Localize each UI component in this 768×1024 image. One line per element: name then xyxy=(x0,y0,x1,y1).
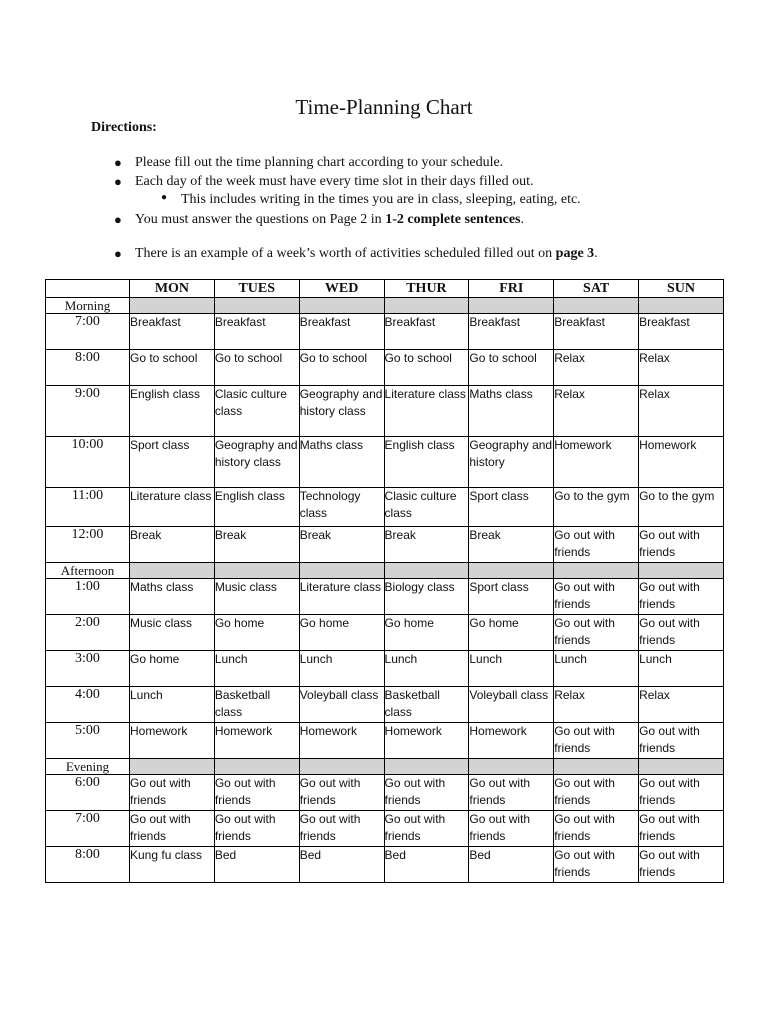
activity-cell-wed: Go out with friends xyxy=(299,775,384,811)
activity-cell-sat: Go to the gym xyxy=(554,488,639,527)
activity-cell-thur: Breakfast xyxy=(384,314,469,350)
activity-cell-mon: Maths class xyxy=(130,579,215,615)
time-slot-label: 9:00 xyxy=(46,386,130,437)
table-row xyxy=(46,314,724,350)
activity-cell-sat: Go out with friends xyxy=(554,811,639,847)
time-slot-label: 8:00 xyxy=(46,847,130,883)
activity-cell-tues: Go home xyxy=(214,615,299,651)
section-shaded-cell xyxy=(469,759,554,775)
activity-cell-sun: Lunch xyxy=(639,651,724,687)
section-shaded-cell xyxy=(299,563,384,579)
activity-cell-sat: Go out with friends xyxy=(554,723,639,759)
activity-cell-thur: Go out with friends xyxy=(384,811,469,847)
section-shaded-cell xyxy=(130,298,215,314)
activity-cell-wed: Voleyball class xyxy=(299,687,384,723)
activity-cell-fri: Homework xyxy=(469,723,554,759)
table-row xyxy=(46,775,724,811)
section-shaded-cell xyxy=(214,563,299,579)
header-day: FRI xyxy=(469,280,554,298)
direction-item xyxy=(135,246,598,262)
activity-cell-thur: Basketball class xyxy=(384,687,469,723)
activity-cell-mon: Lunch xyxy=(130,687,215,723)
direction-emphasis: 1-2 complete sentences xyxy=(385,212,521,227)
page-title: Time-Planning Chart xyxy=(295,95,473,119)
activity-cell-wed: Breakfast xyxy=(299,314,384,350)
activity-cell-wed: Lunch xyxy=(299,651,384,687)
header-day: TUES xyxy=(214,280,299,298)
activity-cell-fri: Lunch xyxy=(469,651,554,687)
activity-cell-tues: Go out with friends xyxy=(214,811,299,847)
section-shaded-cell xyxy=(384,759,469,775)
direction-text: . xyxy=(520,212,524,227)
activity-cell-sun: Relax xyxy=(639,350,724,386)
activity-cell-sun: Homework xyxy=(639,437,724,488)
activity-cell-sun: Go out with friends xyxy=(639,847,724,883)
time-slot-label: 4:00 xyxy=(46,687,130,723)
header-time-corner xyxy=(46,280,130,298)
activity-cell-sat: Go out with friends xyxy=(554,775,639,811)
directions-label: Directions: xyxy=(91,120,157,135)
activity-cell-sun: Go out with friends xyxy=(639,811,724,847)
activity-cell-tues: Breakfast xyxy=(214,314,299,350)
activity-cell-thur: Bed xyxy=(384,847,469,883)
activity-cell-wed: Go home xyxy=(299,615,384,651)
activity-cell-sat: Relax xyxy=(554,386,639,437)
activity-cell-thur: Go to school xyxy=(384,350,469,386)
direction-text: You must answer the questions on Page 2 in xyxy=(135,212,386,227)
activity-cell-mon: Go out with friends xyxy=(130,775,215,811)
time-slot-label: 3:00 xyxy=(46,651,130,687)
section-shaded-cell xyxy=(639,298,724,314)
section-row-morning xyxy=(46,298,724,314)
table-header-row xyxy=(46,280,724,298)
section-shaded-cell xyxy=(639,563,724,579)
activity-cell-sun: Go out with friends xyxy=(639,527,724,563)
activity-cell-wed: Break xyxy=(299,527,384,563)
activity-cell-sun: Relax xyxy=(639,386,724,437)
time-slot-label: 10:00 xyxy=(46,437,130,488)
activity-cell-tues: Clasic culture class xyxy=(214,386,299,437)
activity-cell-sun: Breakfast xyxy=(639,314,724,350)
activity-cell-sat: Go out with friends xyxy=(554,579,639,615)
direction-subitem: This includes writing in the times you are in class, sleeping, eating, etc. xyxy=(181,192,581,207)
activity-cell-tues: Geography and history class xyxy=(214,437,299,488)
time-planning-table xyxy=(45,279,724,883)
table-row xyxy=(46,687,724,723)
time-slot-label: 2:00 xyxy=(46,615,130,651)
activity-cell-fri: Breakfast xyxy=(469,314,554,350)
table-row xyxy=(46,527,724,563)
time-slot-label: 6:00 xyxy=(46,775,130,811)
table-row xyxy=(46,488,724,527)
section-row-evening xyxy=(46,759,724,775)
activity-cell-thur: Go home xyxy=(384,615,469,651)
activity-cell-wed: Geography and history class xyxy=(299,386,384,437)
header-day: MON xyxy=(130,280,215,298)
activity-cell-sat: Go out with friends xyxy=(554,847,639,883)
activity-cell-mon: Breakfast xyxy=(130,314,215,350)
activity-cell-fri: Go out with friends xyxy=(469,811,554,847)
activity-cell-tues: Bed xyxy=(214,847,299,883)
table-row xyxy=(46,811,724,847)
activity-cell-mon: Homework xyxy=(130,723,215,759)
section-shaded-cell xyxy=(554,563,639,579)
activity-cell-fri: Sport class xyxy=(469,488,554,527)
activity-cell-sat: Go out with friends xyxy=(554,527,639,563)
activity-cell-sat: Lunch xyxy=(554,651,639,687)
table-row xyxy=(46,723,724,759)
bullet-dot-icon: ● xyxy=(114,246,122,261)
section-shaded-cell xyxy=(299,759,384,775)
activity-cell-mon: Music class xyxy=(130,615,215,651)
activity-cell-sat: Homework xyxy=(554,437,639,488)
activity-cell-wed: Bed xyxy=(299,847,384,883)
activity-cell-sun: Relax xyxy=(639,687,724,723)
time-slot-label: 5:00 xyxy=(46,723,130,759)
section-label: Morning xyxy=(46,298,130,314)
activity-cell-tues: Music class xyxy=(214,579,299,615)
activity-cell-tues: Go to school xyxy=(214,350,299,386)
activity-cell-fri: Sport class xyxy=(469,579,554,615)
time-slot-label: 7:00 xyxy=(46,811,130,847)
activity-cell-thur: Clasic culture class xyxy=(384,488,469,527)
activity-cell-sat: Relax xyxy=(554,687,639,723)
activity-cell-mon: Go home xyxy=(130,651,215,687)
section-row-afternoon xyxy=(46,563,724,579)
activity-cell-wed: Literature class xyxy=(299,579,384,615)
table-row xyxy=(46,350,724,386)
activity-cell-fri: Geography and history xyxy=(469,437,554,488)
section-shaded-cell xyxy=(554,298,639,314)
activity-cell-sat: Relax xyxy=(554,350,639,386)
activity-cell-thur: Lunch xyxy=(384,651,469,687)
activity-cell-fri: Go home xyxy=(469,615,554,651)
section-shaded-cell xyxy=(469,563,554,579)
activity-cell-thur: Go out with friends xyxy=(384,775,469,811)
section-shaded-cell xyxy=(130,759,215,775)
table-row xyxy=(46,437,724,488)
activity-cell-sun: Go out with friends xyxy=(639,579,724,615)
activity-cell-sat: Go out with friends xyxy=(554,615,639,651)
activity-cell-wed: Technology class xyxy=(299,488,384,527)
activity-cell-mon: Go out with friends xyxy=(130,811,215,847)
activity-cell-thur: English class xyxy=(384,437,469,488)
header-day: SAT xyxy=(554,280,639,298)
activity-cell-tues: Lunch xyxy=(214,651,299,687)
activity-cell-thur: Break xyxy=(384,527,469,563)
activity-cell-mon: Break xyxy=(130,527,215,563)
section-label: Evening xyxy=(46,759,130,775)
activity-cell-thur: Homework xyxy=(384,723,469,759)
sub-bullet-dot-icon: ● xyxy=(161,192,168,203)
activity-cell-mon: Literature class xyxy=(130,488,215,527)
activity-cell-sun: Go out with friends xyxy=(639,775,724,811)
section-shaded-cell xyxy=(384,563,469,579)
direction-item: Please fill out the time planning chart according to your schedule. xyxy=(135,155,504,170)
table-row xyxy=(46,579,724,615)
activity-cell-fri: Break xyxy=(469,527,554,563)
activity-cell-mon: English class xyxy=(130,386,215,437)
time-slot-label: 1:00 xyxy=(46,579,130,615)
direction-item xyxy=(135,212,524,228)
activity-cell-thur: Biology class xyxy=(384,579,469,615)
section-label: Afternoon xyxy=(46,563,130,579)
direction-item: Each day of the week must have every time slot in their days filled out. xyxy=(135,174,534,189)
section-shaded-cell xyxy=(214,298,299,314)
table-row xyxy=(46,651,724,687)
activity-cell-mon: Sport class xyxy=(130,437,215,488)
activity-cell-tues: Break xyxy=(214,527,299,563)
activity-cell-tues: Go out with friends xyxy=(214,775,299,811)
time-slot-label: 8:00 xyxy=(46,350,130,386)
direction-text: There is an example of a week’s worth of activities scheduled filled out on xyxy=(135,246,556,261)
activity-cell-mon: Go to school xyxy=(130,350,215,386)
activity-cell-fri: Go out with friends xyxy=(469,775,554,811)
header-day: WED xyxy=(299,280,384,298)
time-slot-label: 7:00 xyxy=(46,314,130,350)
section-shaded-cell xyxy=(214,759,299,775)
activity-cell-wed: Go out with friends xyxy=(299,811,384,847)
direction-emphasis: page 3 xyxy=(555,246,595,261)
activity-cell-fri: Go to school xyxy=(469,350,554,386)
activity-cell-sun: Go out with friends xyxy=(639,723,724,759)
activity-cell-sun: Go to the gym xyxy=(639,488,724,527)
direction-text: . xyxy=(594,246,598,261)
header-day: SUN xyxy=(639,280,724,298)
table-body xyxy=(46,298,724,883)
section-shaded-cell xyxy=(554,759,639,775)
table-row xyxy=(46,386,724,437)
activity-cell-tues: Homework xyxy=(214,723,299,759)
activity-cell-mon: Kung fu class xyxy=(130,847,215,883)
time-slot-label: 12:00 xyxy=(46,527,130,563)
activity-cell-fri: Maths class xyxy=(469,386,554,437)
activity-cell-sat: Breakfast xyxy=(554,314,639,350)
section-shaded-cell xyxy=(384,298,469,314)
activity-cell-sun: Go out with friends xyxy=(639,615,724,651)
bullet-dot-icon: ● xyxy=(114,155,122,170)
activity-cell-wed: Maths class xyxy=(299,437,384,488)
time-slot-label: 11:00 xyxy=(46,488,130,527)
activity-cell-tues: Basketball class xyxy=(214,687,299,723)
section-shaded-cell xyxy=(130,563,215,579)
activity-cell-fri: Voleyball class xyxy=(469,687,554,723)
header-day: THUR xyxy=(384,280,469,298)
activity-cell-wed: Go to school xyxy=(299,350,384,386)
section-shaded-cell xyxy=(299,298,384,314)
bullet-dot-icon: ● xyxy=(114,212,122,227)
section-shaded-cell xyxy=(639,759,724,775)
activity-cell-tues: English class xyxy=(214,488,299,527)
bullet-dot-icon: ● xyxy=(114,174,122,189)
table-row xyxy=(46,615,724,651)
activity-cell-wed: Homework xyxy=(299,723,384,759)
activity-cell-thur: Literature class xyxy=(384,386,469,437)
table-row xyxy=(46,847,724,883)
section-shaded-cell xyxy=(469,298,554,314)
activity-cell-fri: Bed xyxy=(469,847,554,883)
